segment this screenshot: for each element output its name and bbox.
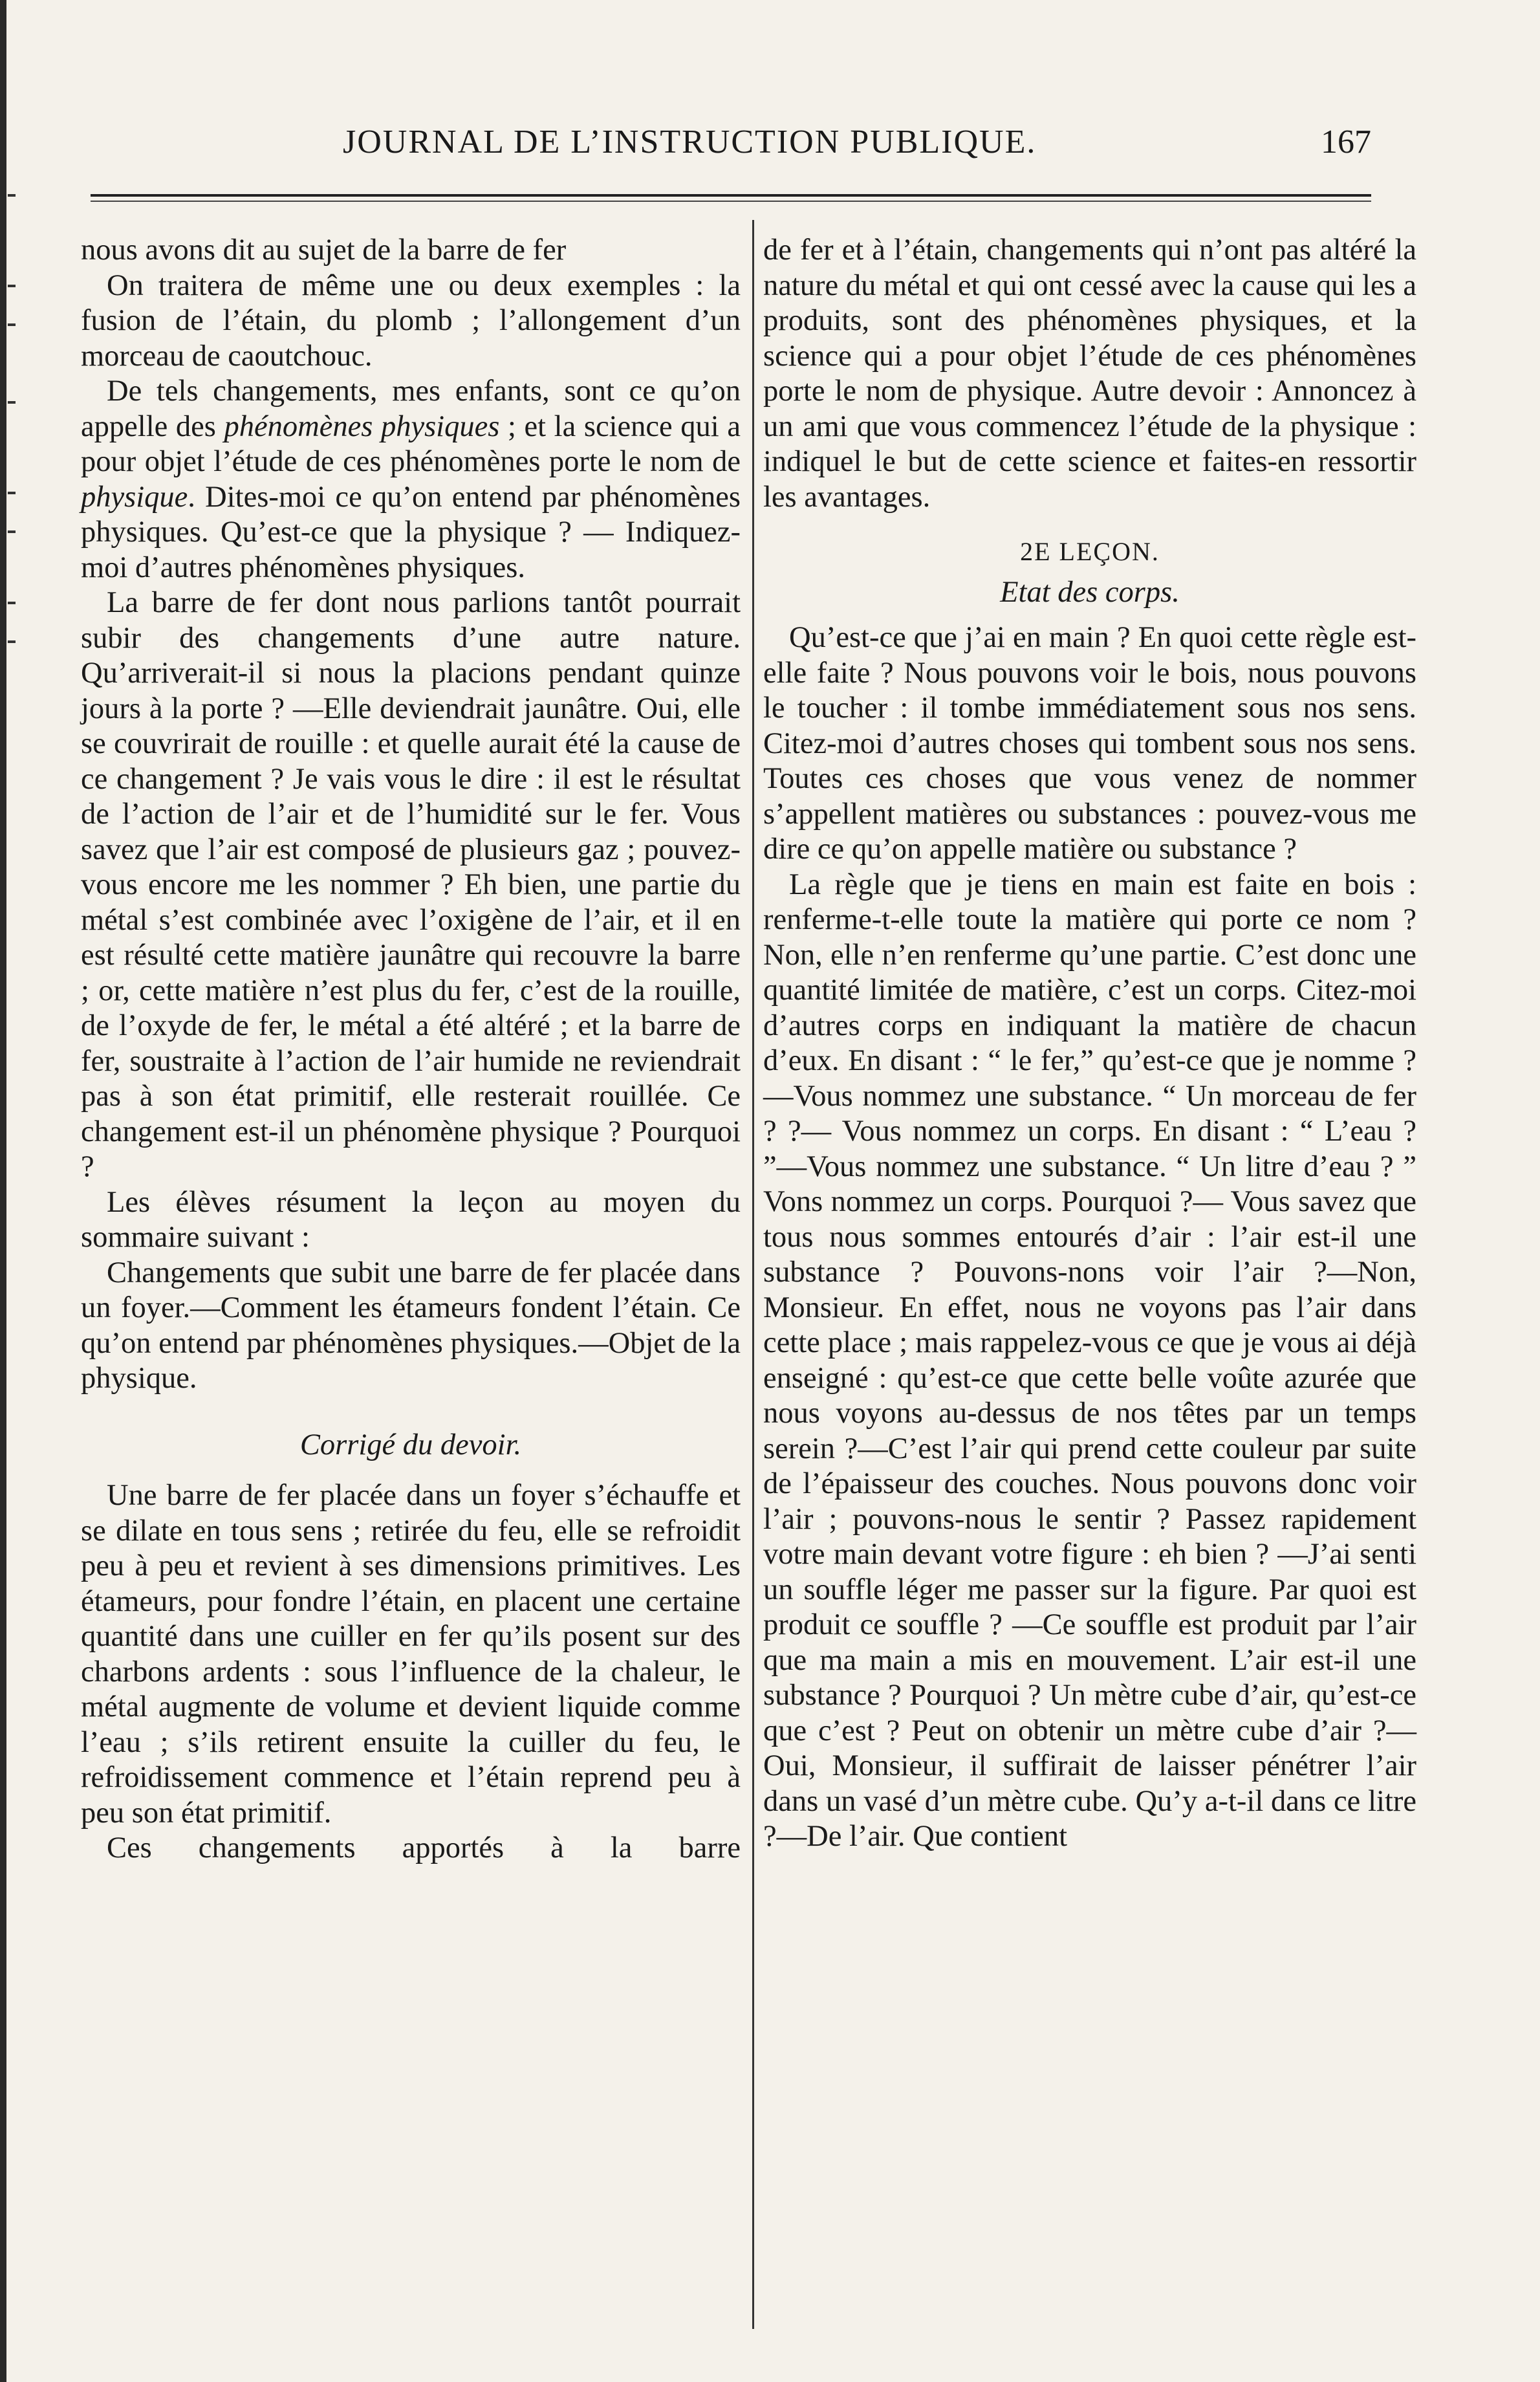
section-title: Corrigé du devoir. [299, 1428, 522, 1461]
paragraph: La barre de fer dont nous parlions tantôt pourrait subir des changements d’une autre nature. Qu’arriverait-il si nous la placions pendant quinze jours à la porte ? —Elle deviendrait jaunâtre. Oui, elle se couvrirait de rouille : et quelle aurait été la cause de ce changement ? Je vais vous le dire : il est le résultat de l’action de l’air et de l’humidité sur le fer. Vous savez que l’air est composé de plusieurs gaz ; pouvez-vous encore me les nommer ? Eh bien, une partie du métal s’est combinée avec l’oxigène de l’air, et il en est résulté cette matière jaunâtre qui recouvre la barre ; or, cette matière n’est plus du fer, c’est de la rouille, de l’oxyde de fer, le métal a été altéré ; et la barre de fer, soustraite à l’action de l’air humide ne reviendrait pas à son état primitif, elle resterait rouillée. Ce changement est-il un phénomène physique ? Pourquoi ? [81, 586, 741, 1183]
paragraph: La règle que je tiens en main est faite en bois : renferme-t-elle toute la matière qui porte ce nom ? Non, elle n’en renferme qu’une partie. C’est donc une quantité limitée de matière, c’est un corps. Citez-moi d’autres corps en indiquant la matière de chacun d’eux. En disant : “ le fer,” qu’est-ce que je nomme ? —Vous nommez une substance. “ Un morceau de fer ? ?— Vous nommez un corps. En disant : “ L’eau ? ”—Vous nommez une substance. “ Un litre d’eau ? ” Vons nommez un corps. Pourquoi ?— Vous savez que tous nous sommes entourés d’air : l’air est-il une substance ? Pouvons-nons voir l’air ?—Non, Monsieur. En effet, nous ne voyons pas l’air dans cette place ; mais rappelez-vous ce que je vous ai déjà enseigné : qu’est-ce que cette belle voûte azurée que nous voyons au-dessus de nos têtes par un temps serein ?—C’est l’air qui prend cette couleur par suite de l’épaisseur des couches. Nous pouvons donc voir l’air ; pouvons-nous le sentir ? Passez rapidement votre main devant votre figure : eh bien ? —J’ai senti un souffle léger me passer sur la figure. Par quoi est produit ce souffle ? —Ce souffle est produit par l’air que ma main a mis en mouvement. L’air est-il une substance ? Pourquoi ? Un mètre cube d’air, qu’est-ce que c’est ? Peut on obtenir un mètre cube d’air ?—Oui, Monsieur, il suffirait de laisser pénétrer l’air dans un vasé d’un mètre cube. Qu’y a-t-il dans ce litre ?—De l’air. Que contient [763, 868, 1416, 1853]
paragraph: nous avons dit au sujet de la barre de fer [81, 234, 567, 267]
page-header [91, 123, 1371, 168]
left-column [81, 233, 741, 1866]
lesson-heading: 2E LEÇON. [1020, 537, 1160, 566]
page-edge-shadow [0, 0, 6, 2382]
paragraph: Ces changements apportés à la barre [107, 1831, 741, 1864]
paragraph: Une barre de fer placée dans un foyer s’échauffe et se dilate en tous sens ; retirée du feu, elle se refroidit peu à peu et revient à ses dimensions primitives. Les étameurs, pour fondre l’étain, en placent une certaine quantité dans une cuiller en fer qu’ils posent sur des charbons ardents : sous l’influence de la chaleur, le métal augmente de volume et devient liquide comme l’eau ; s’ils retirent ensuite la cuiller du feu, le refroidissement commence et l’étain reprend peu à peu son état primitif. [81, 1479, 741, 1830]
header-rule [91, 194, 1371, 197]
text-run: . Dites-moi ce qu’on entend par phénomènes physiques. Qu’est-ce que la physique ? — Indiquez-moi d’autres phénomènes physiques. [81, 480, 741, 584]
lesson-title: Etat des corps. [1000, 575, 1180, 609]
paragraph: On traitera de même une ou deux exemples : la fusion de l’étain, du plomb ; l’allongement d’un morceau de caoutchouc. [81, 268, 741, 373]
text-run: De tels changements, mes enfants, sont ce qu’on appelle des [81, 375, 741, 443]
right-column [763, 233, 1416, 1855]
italic-term: physique [81, 480, 188, 514]
paragraph: de fer et à l’étain, changements qui n’ont pas altéré la nature du métal et qui ont cessé avec la cause qui les a produits, sont des phénomènes physiques, et la science qui a pour objet l’étude de ces phénomènes porte le nom de physique. Autre devoir : Annoncez à un ami que vous commencez l’étude de la physique : indiquel le but de cette science et faites-en ressortir les avantages. [763, 234, 1416, 514]
italic-term: phénomènes physiques [224, 410, 500, 443]
paragraph: Qu’est-ce que j’ai en main ? En quoi cette règle est-elle faite ? Nous pouvons voir le bois, nous pouvons le toucher : il tombe immédiatement sous nos sens. Citez-moi d’autres choses qui tombent sous nos sens. Toutes ces choses que vous venez de nommer s’appellent matières ou substances : pouvez-vous me dire ce qu’on appelle matière ou substance ? [763, 621, 1416, 866]
paragraph: Les élèves résument la leçon au moyen du sommaire suivant : [81, 1185, 741, 1254]
margin-marks [8, 0, 21, 2382]
column-divider [752, 220, 754, 2329]
running-head: JOURNAL DE L’INSTRUCTION PUBLIQUE. [343, 124, 1037, 160]
paragraph [81, 374, 741, 585]
page-number: 167 [1321, 124, 1371, 160]
summary-paragraph: Changements que subit une barre de fer placée dans un foyer.—Comment les étameurs fondent l’étain. Ce qu’on entend par phénomènes physiques.—Objet de la physique. [81, 1256, 741, 1395]
header-rule-thin [91, 201, 1371, 202]
text-run: ; et la science qui a pour objet l’étude de ces phénomènes porte le nom de [81, 410, 741, 478]
